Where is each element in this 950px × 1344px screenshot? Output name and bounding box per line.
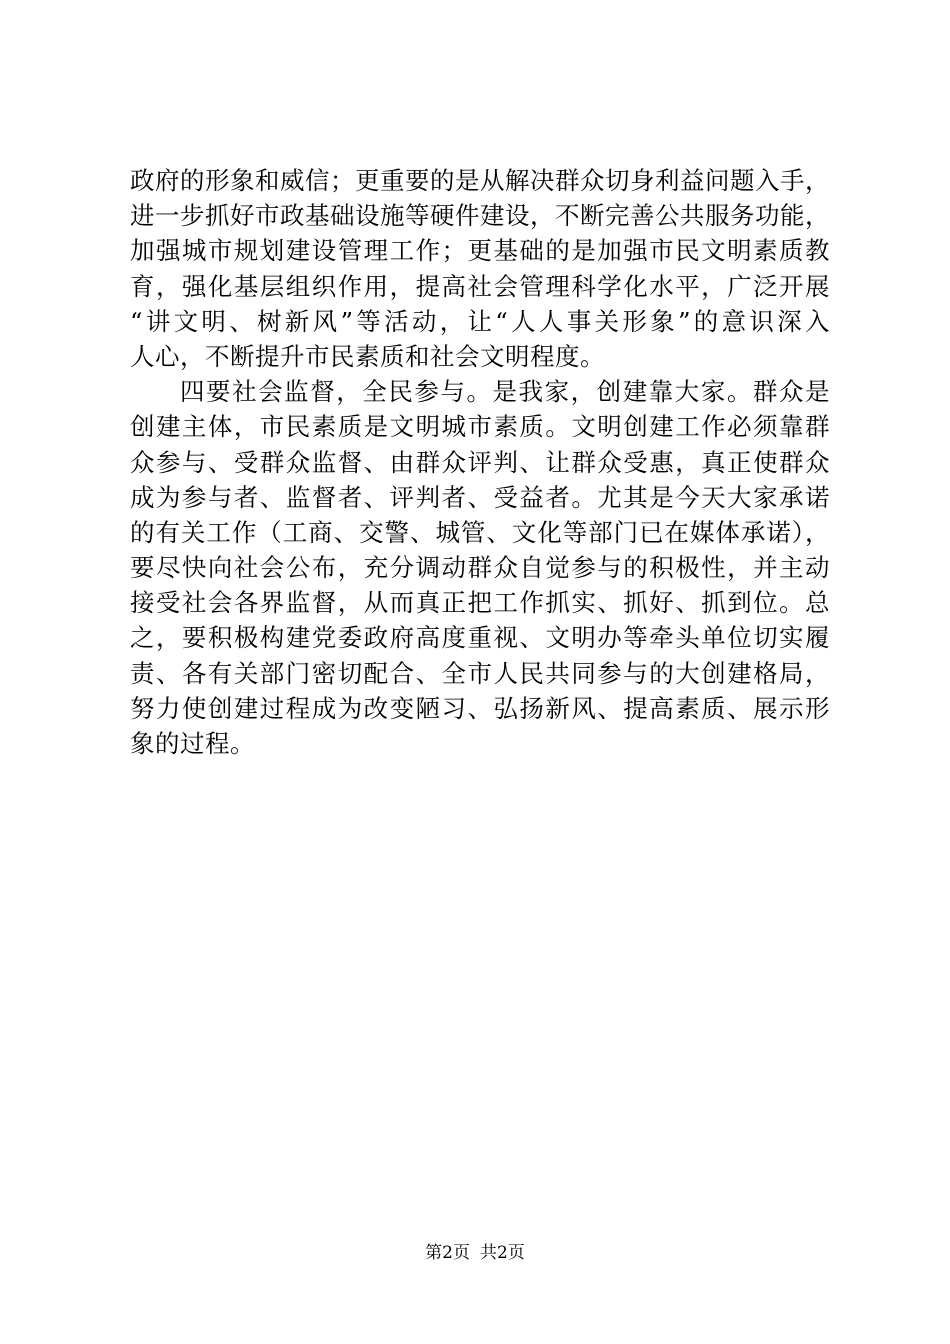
text-line: 之，要积极构建党委政府高度重视、文明办等牵头单位切实履 <box>130 623 830 653</box>
text-line: 接受社会各界监督，从而真正把工作抓实、抓好、抓到位。总 <box>130 588 830 618</box>
page-footer <box>0 1241 950 1265</box>
text-line: “讲文明、树新风”等活动，让“人人事关形象”的意识深入 <box>130 306 830 336</box>
text-line: 人心，不断提升市民素质和社会文明程度。 <box>130 341 605 371</box>
text-line: 成为参与者、监督者、评判者、受益者。尤其是今天大家承诺 <box>130 482 830 512</box>
paragraph-start-line: 四要社会监督，全民参与。是我家，创建靠大家。群众是 <box>180 377 830 407</box>
text-line: 育，强化基层组织作用，提高社会管理科学化水平，广泛开展 <box>130 271 830 301</box>
text-line: 责、各有关部门密切配合、全市人民共同参与的大创建格局， <box>130 658 830 688</box>
page-number: 第2页 <box>425 1243 470 1263</box>
text-line: 进一步抓好市政基础设施等硬件建设，不断完善公共服务功能， <box>130 201 830 231</box>
text-line: 政府的形象和威信；更重要的是从解决群众切身利益问题入手， <box>130 166 830 195</box>
text-line: 的有关工作（工商、交警、城管、文化等部门已在媒体承诺）， <box>130 517 830 547</box>
text-line: 要尽快向社会公布，充分调动群众自觉参与的积极性，并主动 <box>130 553 830 583</box>
text-line: 众参与、受群众监督、由群众评判、让群众受惠，真正使群众 <box>130 447 830 477</box>
page-total: 共2页 <box>480 1243 525 1263</box>
text-line: 创建主体，市民素质是文明城市素质。文明创建工作必须靠群 <box>130 412 830 442</box>
text-line: 努力使创建过程成为改变陋习、弘扬新风、提高素质、展示形 <box>130 693 830 723</box>
text-line: 象的过程。 <box>130 729 255 758</box>
text-line: 加强城市规划建设管理工作；更基础的是加强市民文明素质教 <box>130 236 830 266</box>
document-body <box>130 163 830 761</box>
